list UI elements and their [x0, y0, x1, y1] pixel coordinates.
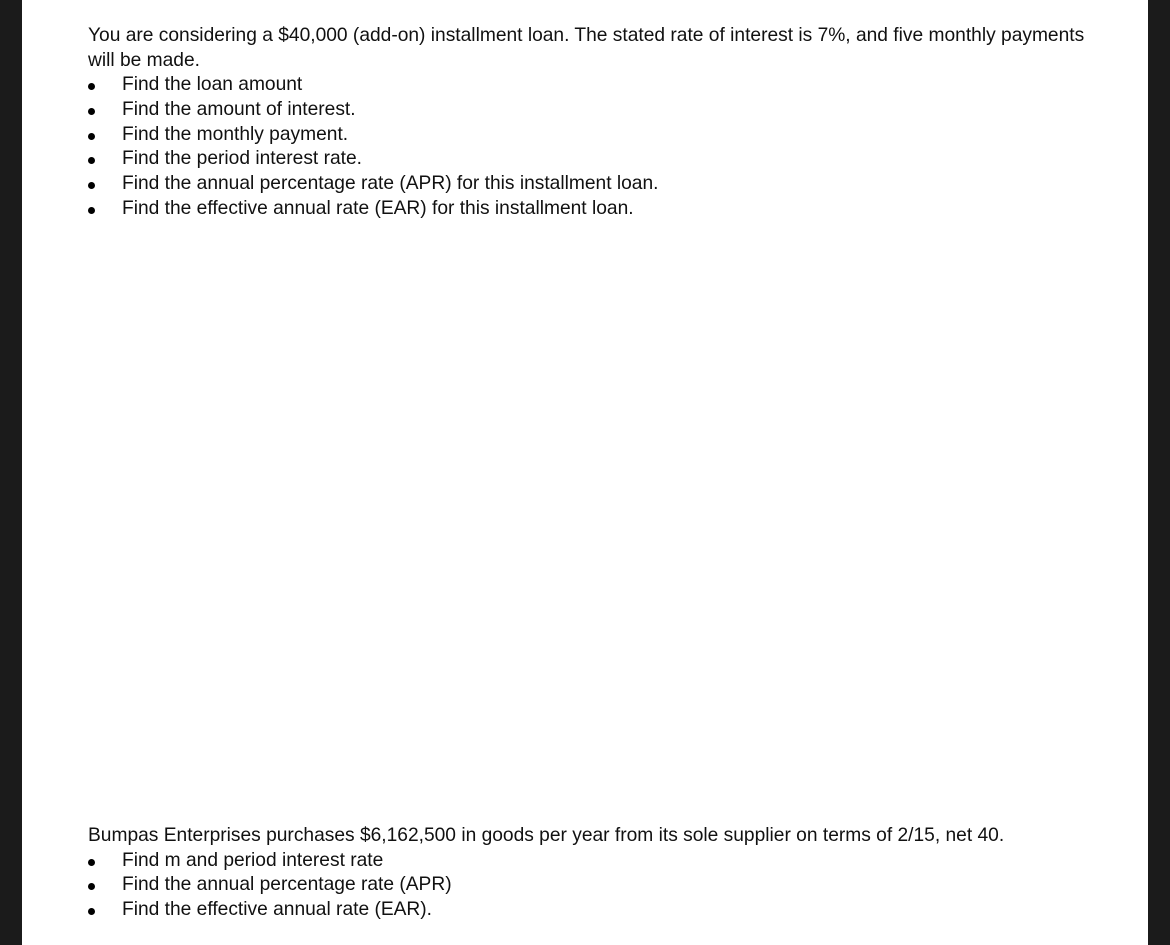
- task-list: [88, 849, 1088, 923]
- list-item: [88, 98, 1088, 123]
- task-text: Find the annual percentage rate (APR): [122, 874, 452, 896]
- bullet-icon: [88, 859, 95, 866]
- task-text: Find the loan amount: [122, 74, 303, 96]
- viewer-right-margin: [1148, 0, 1170, 945]
- bullet-icon: [88, 908, 95, 915]
- list-item: [88, 123, 1088, 148]
- list-item: [88, 147, 1088, 172]
- bullet-icon: [88, 157, 95, 164]
- task-text: Find the period interest rate.: [122, 148, 362, 170]
- task-text: Find the effective annual rate (EAR) for this installment loan.: [122, 197, 634, 219]
- list-item: [88, 73, 1088, 98]
- task-list: [88, 73, 1088, 221]
- list-item: [88, 197, 1088, 222]
- problem-trade-credit: [88, 824, 1088, 923]
- bullet-icon: [88, 207, 95, 214]
- list-item: [88, 898, 1088, 923]
- bullet-icon: [88, 133, 95, 140]
- task-text: Find the monthly payment.: [122, 123, 349, 145]
- task-text: Find m and period interest rate: [122, 849, 384, 871]
- problem-statement: You are considering a $40,000 (add-on) installment loan. The stated rate of interest is 7%, and five monthly payments will be made.: [88, 25, 1085, 71]
- list-item: [88, 172, 1088, 197]
- task-text: Find the effective annual rate (EAR).: [122, 899, 433, 921]
- list-item: [88, 873, 1088, 898]
- list-item: [88, 849, 1088, 874]
- task-text: Find the annual percentage rate (APR) for this installment loan.: [122, 173, 659, 195]
- problem-statement: Bumpas Enterprises purchases $6,162,500 in goods per year from its sole supplier on terms of 2/15, net 40.: [88, 825, 1005, 846]
- task-text: Find the amount of interest.: [122, 99, 356, 121]
- bullet-icon: [88, 83, 95, 90]
- bullet-icon: [88, 883, 95, 890]
- document-page: [22, 0, 1148, 945]
- bullet-icon: [88, 108, 95, 115]
- problem-installment-loan: [88, 24, 1088, 222]
- bullet-icon: [88, 182, 95, 189]
